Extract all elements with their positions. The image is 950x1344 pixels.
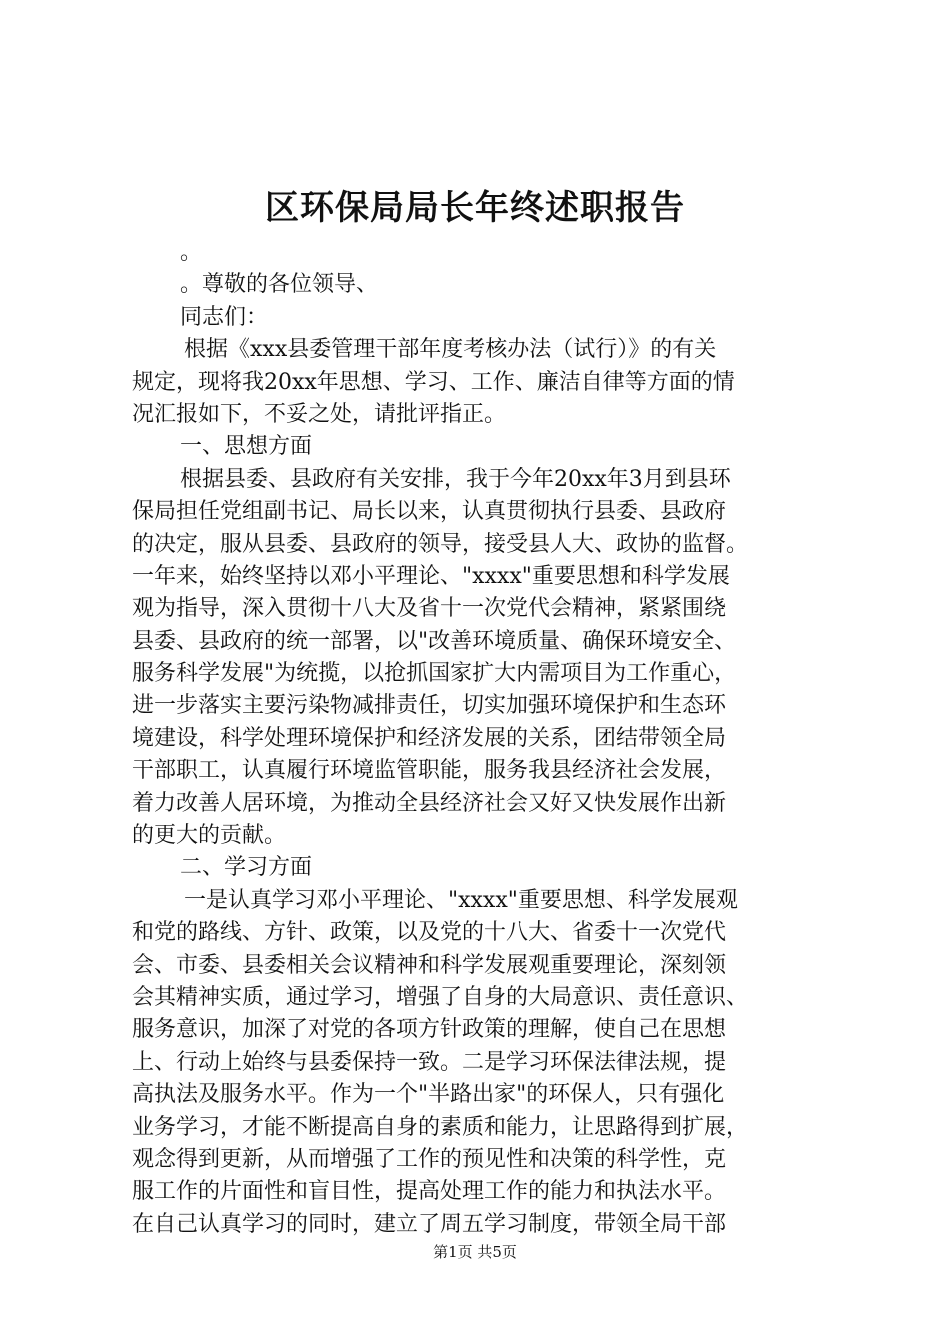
body-line: 保局担任党组副书记、局长以来，认真贯彻执行县委、县政府 [132, 499, 727, 525]
body-line: 服务科学发展"为统揽，以抢抓国家扩大内需项目为工作重心， [132, 661, 737, 687]
body-line: 根据《xxx县委管理干部年度考核办法（试行）》的有关 [184, 337, 717, 363]
body-line: 和党的路线、方针、政策，以及党的十八大、省委十一次党代 [132, 920, 727, 946]
body-line: 同志们： [180, 304, 269, 330]
body-line: 根据县委、县政府有关安排，我于今年20xx年3月到县环 [180, 466, 731, 492]
body-line: 一、思想方面 [180, 434, 313, 460]
body-line: 进一步落实主要污染物减排责任，切实加强环境保护和生态环 [132, 693, 727, 719]
body-line: 况汇报如下，不妥之处，请批评指正。 [132, 401, 507, 427]
body-line: 着力改善人居环境，为推动全县经济社会又好又快发展作出新 [132, 790, 727, 816]
body-line: 服务意识，加深了对党的各项方针政策的理解，使自己在思想 [132, 1017, 727, 1043]
body-line: 县委、县政府的统一部署，以"改善环境质量、确保环境安全、 [132, 628, 737, 654]
body-line: 观念得到更新，从而增强了工作的预见性和决策的科学性，克 [132, 1146, 727, 1172]
body-line: 规定，现将我20xx年思想、学习、工作、廉洁自律等方面的情 [132, 369, 735, 395]
body-line: 干部职工，认真履行环境监管职能，服务我县经济社会发展， [132, 758, 727, 784]
page-footer: 第1页 共5页 [433, 1243, 517, 1261]
body-line: 。 [180, 240, 203, 265]
body-line: 。尊敬的各位领导、 [180, 272, 379, 298]
body-line: 业务学习，才能不断提高自身的素质和能力，让思路得到扩展， [132, 1114, 749, 1140]
body-line: 观为指导，深入贯彻十八大及省十一次党代会精神，紧紧围绕 [132, 596, 727, 622]
document-body [132, 237, 832, 1241]
body-line: 服工作的片面性和盲目性，提高处理工作的能力和执法水平。 [132, 1179, 727, 1205]
body-line: 上、行动上始终与县委保持一致。二是学习环保法律法规，提 [132, 1049, 727, 1075]
body-line: 一年来，始终坚持以邓小平理论、"xxxx"重要思想和科学发展 [132, 563, 730, 589]
body-line: 在自己认真学习的同时，建立了周五学习制度，带领全局干部 [132, 1211, 727, 1237]
body-line: 高执法及服务水平。作为一个"半路出家"的环保人，只有强化 [132, 1082, 725, 1108]
body-line: 境建设，科学处理环境保护和经济发展的关系，团结带领全局 [132, 725, 727, 751]
body-line: 会其精神实质，通过学习，增强了自身的大局意识、责任意识、 [132, 984, 749, 1010]
body-line: 的决定，服从县委、县政府的领导，接受县人大、政协的监督。 [132, 531, 749, 557]
body-line: 的更大的贡献。 [132, 823, 287, 849]
body-line: 会、市委、县委相关会议精神和科学发展观重要理论，深刻领 [132, 952, 727, 978]
body-line: 一是认真学习邓小平理论、"xxxx"重要思想、科学发展观 [184, 887, 738, 913]
body-line: 二、学习方面 [180, 855, 313, 881]
document-title: 区环保局局长年终述职报告 [265, 188, 685, 228]
